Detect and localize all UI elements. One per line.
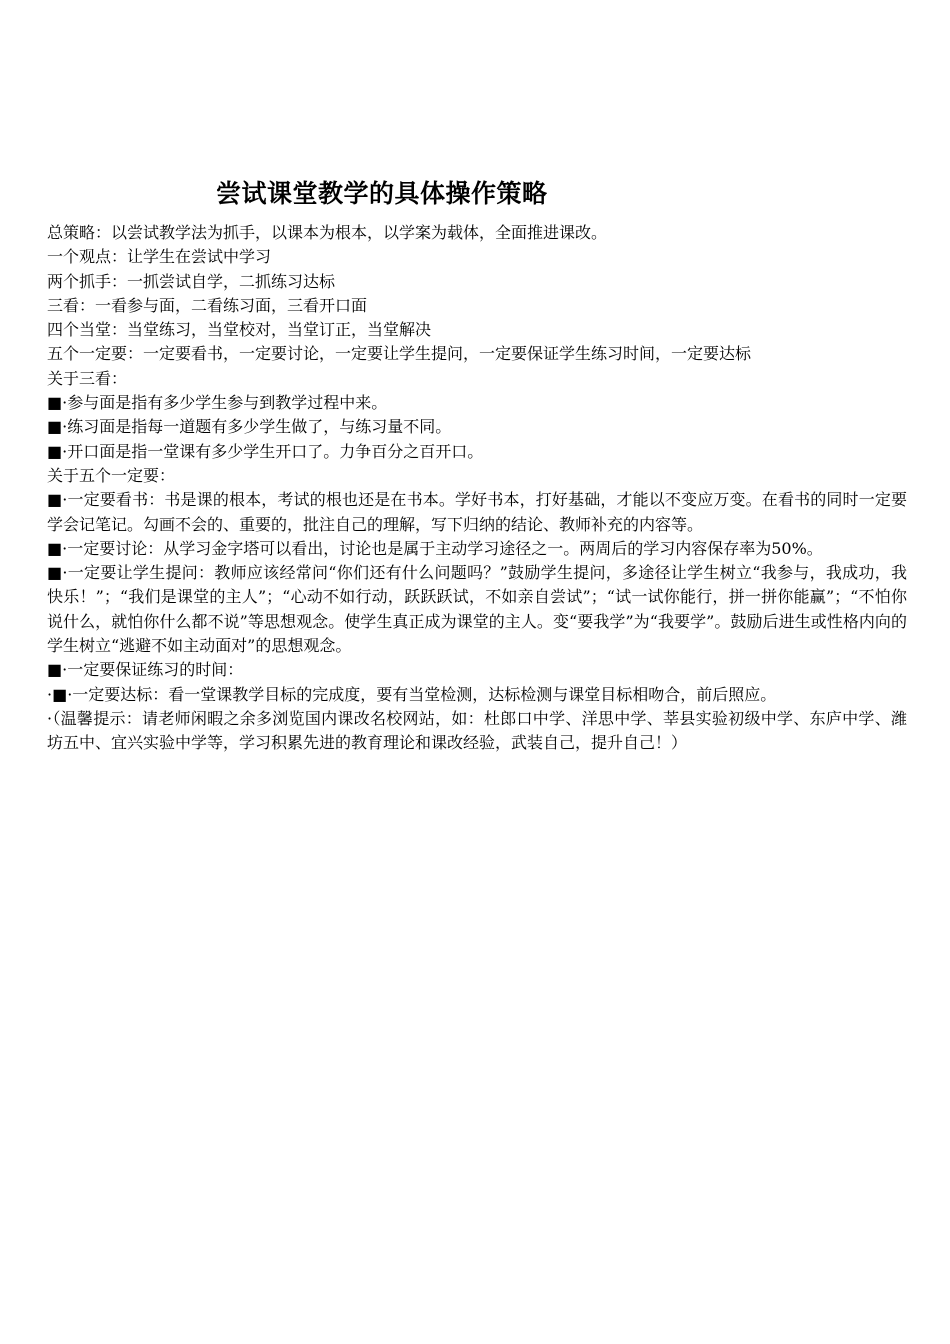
three-looks-heading: 关于三看：: [47, 368, 128, 388]
read-book-paragraph: ■·一定要看书：书是课的根本，考试的根也还是在书本。学好书本，打好基础，才能以不变应万变。在看书的同时一定要学会记笔记。勾画不会的、重要的，批注自己的理解，写下归纳的结论、教师补充的内容等。: [47, 490, 907, 534]
four-in-class-line: 四个当堂：当堂练习，当堂校对，当堂订正，当堂解决: [47, 320, 432, 340]
meet-standard-paragraph: ·■·一定要达标：看一堂课教学目标的完成度，要有当堂检测，达标检测与课堂目标相吻合，前后照应。: [47, 684, 777, 704]
five-musts-line: 五个一定要：一定要看书，一定要讨论，一定要让学生提问，一定要保证学生练习时间，一定要达标: [47, 344, 752, 364]
two-focuses-line: 两个抓手：一抓尝试自学，二抓练习达标: [47, 271, 336, 291]
five-musts-heading: 关于五个一定要：: [47, 465, 176, 485]
three-looks-line: 三看：一看参与面，二看练习面，三看开口面: [47, 295, 368, 315]
discussion-paragraph: ■·一定要讨论：从学习金字塔可以看出，讨论也是属于主动学习途径之一。两周后的学习内容保存率为50%。: [47, 538, 823, 558]
practice-bullet: ■·练习面是指每一道题有多少学生做了，与练习量不同。: [47, 417, 452, 437]
viewpoint-line: 一个观点：让学生在尝试中学习: [47, 247, 272, 267]
practice-time-paragraph: ■·一定要保证练习的时间：: [47, 660, 244, 680]
participation-bullet: ■·参与面是指有多少学生参与到教学过程中来。: [47, 393, 388, 413]
student-questions-paragraph: ■·一定要让学生提问：教师应该经常问“你们还有什么问题吗？”鼓励学生提问，多途径让学生树立“我参与，我成功，我快乐！”；“我们是课堂的主人”；“心动不如行动，跃跃跃试，不如亲自尝试”；“试一试你能行，拼一拼你能赢”；“不怕你说什么，就怕你什么都不说”等思想观念。使学生真正成为课堂的主人。变“要我学”为“我要学”。鼓励后进生或性格内向的学生树立“逃避不如主动面对”的思想观念。: [47, 563, 907, 656]
tip-paragraph: ·（温馨提示：请老师闲暇之余多浏览国内课改名校网站，如：杜郎口中学、洋思中学、莘县实验初级中学、东庐中学、潍坊五中、宜兴实验中学等，学习积累先进的教育理论和课改经验，武装自己，提升自己！）: [47, 708, 907, 753]
strategy-summary-line: 总策略：以尝试教学法为抓手，以课本为根本，以学案为载体，全面推进课改。: [47, 223, 608, 242]
document-title: 尝试课堂教学的具体操作策略: [216, 179, 548, 208]
speaking-bullet: ■·开口面是指一堂课有多少学生开口了。力争百分之百开口。: [47, 441, 484, 461]
document-body: [47, 221, 907, 756]
